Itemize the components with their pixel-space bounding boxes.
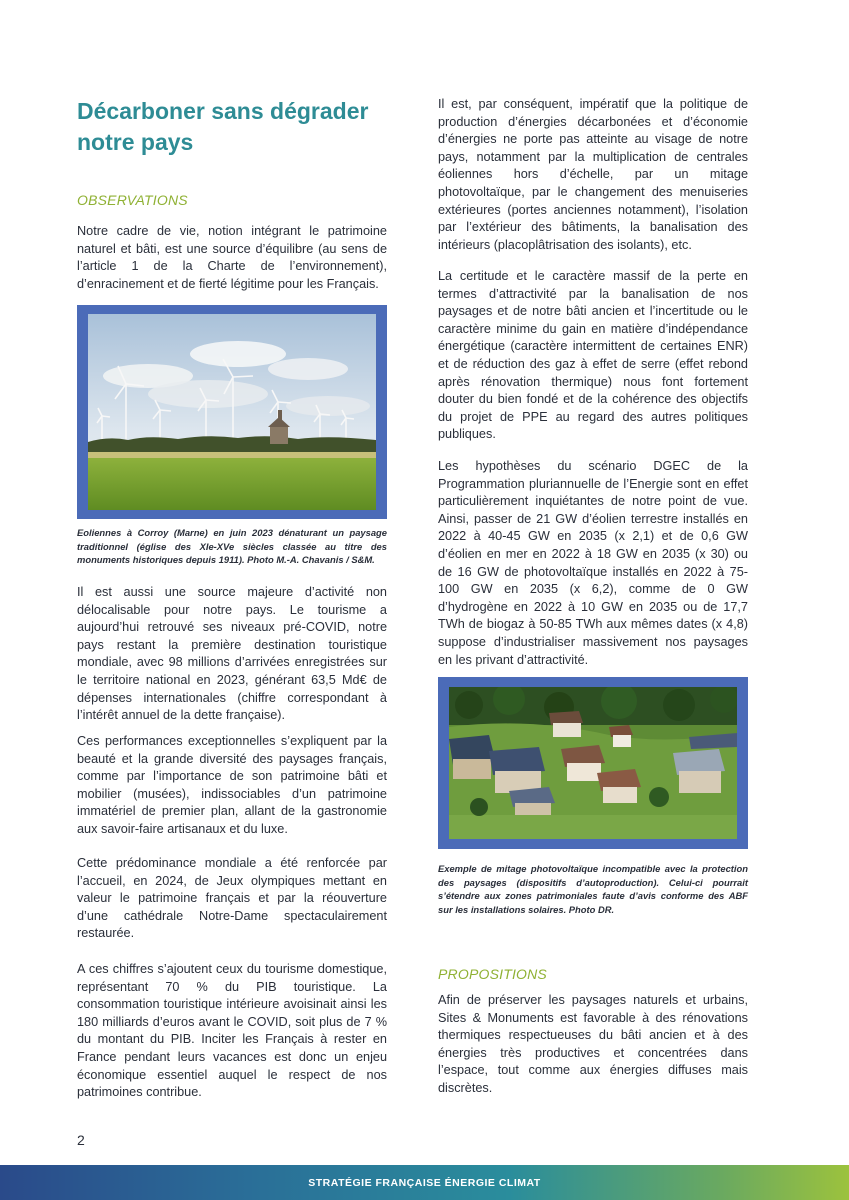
page-title: Décarboner sans dégrader notre pays bbox=[77, 98, 369, 155]
solar-roofs-village-image bbox=[449, 687, 737, 839]
footer-label: STRATÉGIE FRANÇAISE ÉNERGIE CLIMAT bbox=[308, 1176, 541, 1189]
observations-heading: OBSERVATIONS bbox=[77, 192, 188, 208]
left-paragraph-5: A ces chiffres s’ajoutent ceux du tourisme domestique, représentant 70 % du PIB touristique. La consommation touristique intérieure avoisinait ainsi les 180 milliards d’euros avant le COVID, soit plus de 7 % du montant du PIB. Inciter les Français à rester en France pendant leurs vacances est donc un enjeu économique essentiel auquel le respect de nos patrimoines contribue. bbox=[77, 962, 387, 1100]
right-paragraph-4: Afin de préserver les paysages naturels et urbains, Sites & Monuments est favorable à des rénovations thermiques respectueuses du bâti ancien et à des énergies très productives et concentrées dans l’espace, tout comme aux énergies diffuses mais discrètes. bbox=[438, 993, 748, 1095]
right-paragraph-1: Il est, par conséquent, impératif que la politique de production d’énergies décarbonées et d’économie d’énergies ne porte pas atteinte au visage de notre pays, notamment par la multiplication de centrales éoliennes hors d’échelle, par un mitage photovoltaïque, par le changement des menuiseries extérieures (portes anciennes notamment), l’isolation par l’extérieur des bâtiments, la banalisation des intérieurs (placoplâtrisation des isolants), etc. bbox=[438, 97, 748, 252]
left-paragraph-3: Ces performances exceptionnelles s’expliquent par la beauté et la grande diversité des paysages français, comme par l’importance de son patrimoine bâti et mobilier (musées), indissociables d’un patrimoine immatériel de premier plan, allant de la gastronomie aux savoir-faire artisanaux et du luxe. bbox=[77, 734, 387, 836]
solar-village-photo bbox=[438, 677, 748, 849]
right-paragraph-2: La certitude et le caractère massif de la perte en termes d’attractivité par la banalisation de nos paysages et de notre bâti ancien et l’incertitude ou le caractère minime du gain en matière d’indépendance énergétique (caractère intermittent de certaines ENR) et de réduction des gaz à effet de serre (effet rebond après rénovation thermique) nous font fortement douter du bien fondé et de la cohérence des objectifs du projet de PPE au regard des autres politiques publiques. bbox=[438, 269, 748, 442]
wind-turbines-photo bbox=[77, 305, 387, 519]
photo-caption-solar: Exemple de mitage photovoltaïque incompatible avec la protection des paysages (dispositifs d’autoproduction). Celui-ci pourrait s’étendre aux zones patrimoniales faute d’avis conforme des ABF sur les installations solaires. Photo DR. bbox=[438, 863, 748, 915]
right-paragraph-3: Les hypothèses du scénario DGEC de la Programmation pluriannuelle de l’Energie sont en effet particulièrement inquiétantes de notre point de vue. Ainsi, passer de 21 GW d’éolien terrestre installés en 2022 à 40-45 GW en 2035 (x 2,1) et de 0,6 GW d’éolien en mer en 2022 à 18 GW en 2035 (x 30) ou de 16 GW de photovoltaïque installés en 2022 à 75-100 GW en 2035 (x 6,2), comme de 0 GW d’hydrogène en 2022 à 10 GW en 2035 ou de 17,7 TWh de biogaz à 50-85 TWh aux mêmes dates (x 4,8) suppose d’industrialiser massivement nos paysages en les privant d’attractivité. bbox=[438, 459, 748, 667]
left-paragraph-2: Il est aussi une source majeure d’activité non délocalisable pour notre pays. Le tourisme a aujourd’hui retrouvé ses niveaux pré-COVID, notre pays restant la première destination touristique mondiale, avec 98 millions d’arrivées enregistrées sur le territoire national en 2023, générant 63,5 Md€ de dépenses internationales (chiffre correspondant à l’intérêt annuel de la dette française). bbox=[77, 585, 387, 723]
page-number: 2 bbox=[77, 1132, 85, 1148]
left-paragraph-4: Cette prédominance mondiale a été renforcée par l’accueil, en 2024, de Jeux olympiques mettant en valeur le patrimoine français et par la réouverture d’une cathédrale Notre-Dame spectaculairement restaurée. bbox=[77, 856, 387, 941]
footer-banner bbox=[0, 1165, 849, 1200]
wind-farm-landscape-image bbox=[88, 314, 376, 510]
photo-caption-wind-turbines: Eoliennes à Corroy (Marne) en juin 2023 dénaturant un paysage traditionnel (église des XIe-XVe siècles classée au titre des monuments historiques depuis 1911). Photo M.-A. Chavanis / S&M. bbox=[77, 527, 387, 566]
left-paragraph-1: Notre cadre de vie, notion intégrant le patrimoine naturel et bâti, est une source d’équilibre (au sens de l’article 1 de la Charte de l’environnement), d’enracinement et de fierté légitime pour les Français. bbox=[77, 224, 387, 291]
propositions-heading: PROPOSITIONS bbox=[438, 966, 547, 982]
